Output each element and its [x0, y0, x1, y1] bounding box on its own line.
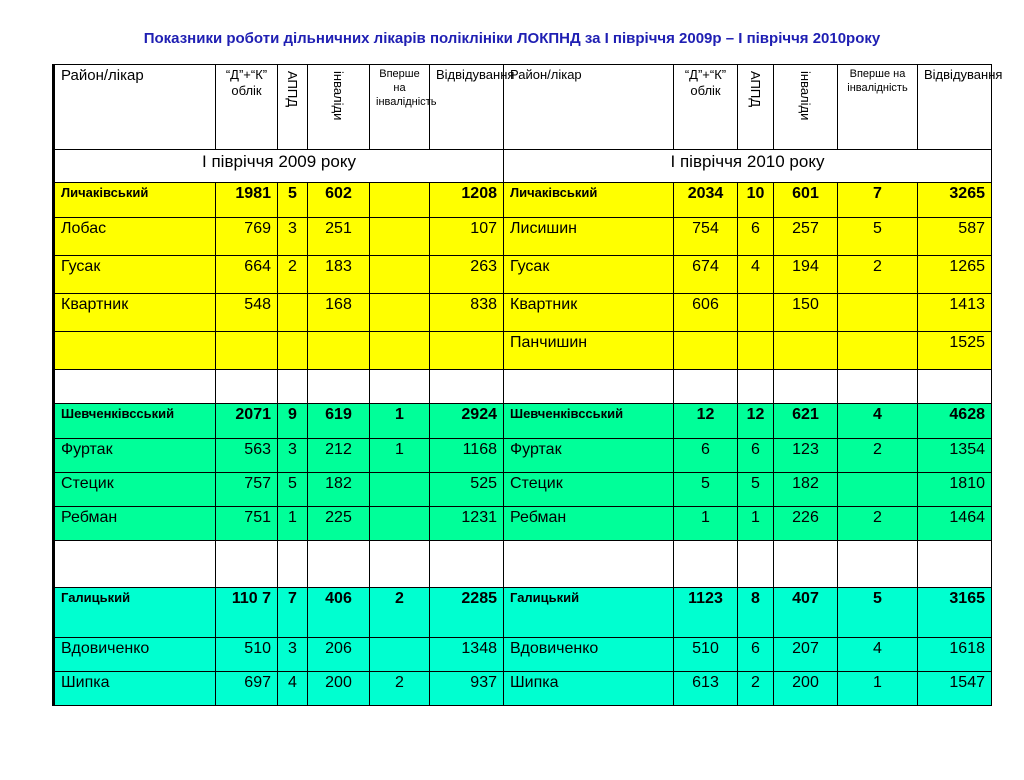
value-cell: 602 — [308, 183, 370, 218]
district-name: Галицький — [54, 588, 216, 638]
value-cell: 226 — [774, 507, 838, 541]
header-invalids: інваліди — [308, 65, 370, 150]
doctors-table — [52, 64, 1003, 706]
value-cell: 1810 — [918, 473, 992, 507]
empty-cell — [370, 370, 430, 404]
value-cell: 1547 — [918, 672, 992, 706]
value-cell: 251 — [308, 218, 370, 256]
value-cell: 6 — [738, 638, 774, 672]
header-name-2010: Район/лікар — [504, 65, 674, 150]
empty-cell — [918, 541, 992, 588]
value-cell — [674, 332, 738, 370]
district-name: Личаківський — [504, 183, 674, 218]
value-cell: 12 — [738, 404, 774, 439]
doctor-name: Вдовиченко — [504, 638, 674, 672]
value-cell — [774, 332, 838, 370]
header-first-inv: Вперше на інвалідність — [370, 65, 430, 150]
value-cell: 1 — [278, 507, 308, 541]
doctor-name: Гусак — [504, 256, 674, 294]
value-cell: 838 — [430, 294, 504, 332]
empty-cell — [838, 370, 918, 404]
district-row — [54, 588, 992, 638]
empty-cell — [918, 370, 992, 404]
value-cell: 257 — [774, 218, 838, 256]
doctor-name: Панчишин — [504, 332, 674, 370]
value-cell: 601 — [774, 183, 838, 218]
value-cell: 4628 — [918, 404, 992, 439]
value-cell: 225 — [308, 507, 370, 541]
value-cell: 2071 — [216, 404, 278, 439]
value-cell: 200 — [308, 672, 370, 706]
value-cell: 1123 — [674, 588, 738, 638]
value-cell: 4 — [738, 256, 774, 294]
empty-cell — [430, 370, 504, 404]
value-cell — [738, 294, 774, 332]
value-cell: 606 — [674, 294, 738, 332]
spacer-row — [54, 370, 992, 404]
doctor-row — [54, 507, 992, 541]
empty-cell — [674, 370, 738, 404]
value-cell: 1348 — [430, 638, 504, 672]
header-appd-2010: АППД — [738, 65, 774, 150]
value-cell: 1464 — [918, 507, 992, 541]
value-cell: 697 — [216, 672, 278, 706]
value-cell — [308, 332, 370, 370]
empty-cell — [774, 541, 838, 588]
value-cell: 619 — [308, 404, 370, 439]
value-cell: 183 — [308, 256, 370, 294]
value-cell: 4 — [838, 638, 918, 672]
empty-cell — [216, 541, 278, 588]
value-cell: 2285 — [430, 588, 504, 638]
empty-cell — [278, 541, 308, 588]
value-cell: 674 — [674, 256, 738, 294]
doctor-name: Лобас — [54, 218, 216, 256]
empty-cell — [674, 541, 738, 588]
value-cell: 9 — [278, 404, 308, 439]
value-cell: 168 — [308, 294, 370, 332]
period-2009: І півріччя 2009 року — [54, 150, 504, 183]
value-cell: 1618 — [918, 638, 992, 672]
value-cell: 751 — [216, 507, 278, 541]
value-cell: 664 — [216, 256, 278, 294]
value-cell: 12 — [674, 404, 738, 439]
value-cell: 123 — [774, 439, 838, 473]
value-cell: 5 — [838, 218, 918, 256]
empty-cell — [774, 370, 838, 404]
value-cell: 2034 — [674, 183, 738, 218]
value-cell — [370, 507, 430, 541]
value-cell: 3165 — [918, 588, 992, 638]
doctor-name: Фуртак — [54, 439, 216, 473]
value-cell: 2 — [838, 507, 918, 541]
empty-cell — [738, 541, 774, 588]
value-cell: 548 — [216, 294, 278, 332]
value-cell: 6 — [738, 218, 774, 256]
empty-cell — [278, 370, 308, 404]
doctor-name: Фуртак — [504, 439, 674, 473]
district-name: Шевченківсський — [54, 404, 216, 439]
value-cell: 10 — [738, 183, 774, 218]
value-cell: 1 — [370, 439, 430, 473]
value-cell: 407 — [774, 588, 838, 638]
value-cell: 1354 — [918, 439, 992, 473]
value-cell: 3 — [278, 638, 308, 672]
empty-cell — [54, 541, 216, 588]
header-visits-2010: Відвідування — [918, 65, 992, 150]
value-cell: 3265 — [918, 183, 992, 218]
header-dk: “Д”+“К” облік — [216, 65, 278, 150]
doctor-row — [54, 218, 992, 256]
value-cell: 5 — [278, 183, 308, 218]
value-cell: 263 — [430, 256, 504, 294]
doctor-name: Ребман — [504, 507, 674, 541]
period-2010: І півріччя 2010 року — [504, 150, 992, 183]
value-cell: 182 — [308, 473, 370, 507]
value-cell: 2 — [838, 439, 918, 473]
district-row — [54, 404, 992, 439]
empty-cell — [308, 370, 370, 404]
value-cell: 769 — [216, 218, 278, 256]
doctor-row — [54, 332, 992, 370]
value-cell: 5 — [738, 473, 774, 507]
doctor-row — [54, 638, 992, 672]
value-cell: 1 — [370, 404, 430, 439]
doctor-name: Лисишин — [504, 218, 674, 256]
empty-cell — [308, 541, 370, 588]
value-cell — [838, 294, 918, 332]
empty-cell — [838, 541, 918, 588]
empty-cell — [504, 541, 674, 588]
value-cell: 5 — [838, 588, 918, 638]
header-visits: Відвідування — [430, 65, 504, 150]
header-name: Район/лікар — [54, 65, 216, 150]
value-cell: 754 — [674, 218, 738, 256]
value-cell: 2 — [370, 588, 430, 638]
value-cell: 200 — [774, 672, 838, 706]
value-cell: 621 — [774, 404, 838, 439]
page-title: Показники роботи дільничних лікарів поліклініки ЛОКПНД за І півріччя 2009р – І півріччя 2010року — [143, 30, 881, 47]
value-cell: 1 — [674, 507, 738, 541]
value-cell: 5 — [674, 473, 738, 507]
value-cell: 194 — [774, 256, 838, 294]
doctor-name: Вдовиченко — [54, 638, 216, 672]
doctor-name: Шипка — [504, 672, 674, 706]
value-cell — [738, 332, 774, 370]
value-cell: 1981 — [216, 183, 278, 218]
value-cell: 1231 — [430, 507, 504, 541]
doctor-name: Гусак — [54, 256, 216, 294]
value-cell: 7 — [278, 588, 308, 638]
value-cell: 182 — [774, 473, 838, 507]
value-cell — [370, 473, 430, 507]
doctor-name: Ребман — [54, 507, 216, 541]
value-cell — [216, 332, 278, 370]
empty-cell — [504, 370, 674, 404]
doctor-name: Квартник — [54, 294, 216, 332]
header-dk-2010: “Д”+“К” облік — [674, 65, 738, 150]
doctor-name: Стецик — [504, 473, 674, 507]
value-cell: 510 — [216, 638, 278, 672]
value-cell — [370, 638, 430, 672]
value-cell — [838, 473, 918, 507]
header-first-inv-2010: Вперше на інвалідність — [838, 65, 918, 150]
value-cell: 3 — [278, 218, 308, 256]
value-cell: 4 — [838, 404, 918, 439]
value-cell: 525 — [430, 473, 504, 507]
value-cell — [430, 332, 504, 370]
value-cell: 1 — [738, 507, 774, 541]
spacer-row — [54, 541, 992, 588]
doctor-row — [54, 473, 992, 507]
value-cell: 2 — [278, 256, 308, 294]
district-name: Галицький — [504, 588, 674, 638]
doctor-name — [54, 332, 216, 370]
header-row — [54, 65, 992, 150]
value-cell: 4 — [278, 672, 308, 706]
value-cell: 1265 — [918, 256, 992, 294]
value-cell: 207 — [774, 638, 838, 672]
value-cell — [278, 332, 308, 370]
value-cell: 406 — [308, 588, 370, 638]
value-cell — [370, 218, 430, 256]
value-cell: 1525 — [918, 332, 992, 370]
district-name: Личаківський — [54, 183, 216, 218]
empty-cell — [54, 370, 216, 404]
value-cell: 110 7 — [216, 588, 278, 638]
value-cell — [370, 294, 430, 332]
value-cell — [370, 183, 430, 218]
value-cell — [278, 294, 308, 332]
value-cell: 6 — [674, 439, 738, 473]
header-appd: АППД — [278, 65, 308, 150]
value-cell: 2 — [370, 672, 430, 706]
value-cell: 6 — [738, 439, 774, 473]
value-cell: 757 — [216, 473, 278, 507]
value-cell: 2 — [838, 256, 918, 294]
value-cell — [370, 332, 430, 370]
value-cell: 2 — [738, 672, 774, 706]
value-cell: 1168 — [430, 439, 504, 473]
value-cell: 150 — [774, 294, 838, 332]
empty-cell — [370, 541, 430, 588]
value-cell: 1413 — [918, 294, 992, 332]
value-cell: 563 — [216, 439, 278, 473]
doctor-row — [54, 672, 992, 706]
doctor-name: Квартник — [504, 294, 674, 332]
value-cell: 613 — [674, 672, 738, 706]
value-cell: 7 — [838, 183, 918, 218]
doctor-row — [54, 256, 992, 294]
value-cell — [838, 332, 918, 370]
value-cell: 2924 — [430, 404, 504, 439]
period-row — [54, 150, 992, 183]
district-name: Шевченківсський — [504, 404, 674, 439]
doctor-name: Стецик — [54, 473, 216, 507]
header-invalids-2010: інваліди — [774, 65, 838, 150]
district-row — [54, 183, 992, 218]
doctor-row — [54, 294, 992, 332]
value-cell: 212 — [308, 439, 370, 473]
value-cell: 1208 — [430, 183, 504, 218]
empty-cell — [216, 370, 278, 404]
value-cell — [370, 256, 430, 294]
value-cell: 587 — [918, 218, 992, 256]
value-cell: 1 — [838, 672, 918, 706]
value-cell: 937 — [430, 672, 504, 706]
value-cell: 107 — [430, 218, 504, 256]
value-cell: 3 — [278, 439, 308, 473]
doctor-name: Шипка — [54, 672, 216, 706]
empty-cell — [430, 541, 504, 588]
empty-cell — [738, 370, 774, 404]
value-cell: 510 — [674, 638, 738, 672]
value-cell: 5 — [278, 473, 308, 507]
value-cell: 8 — [738, 588, 774, 638]
value-cell: 206 — [308, 638, 370, 672]
doctor-row — [54, 439, 992, 473]
